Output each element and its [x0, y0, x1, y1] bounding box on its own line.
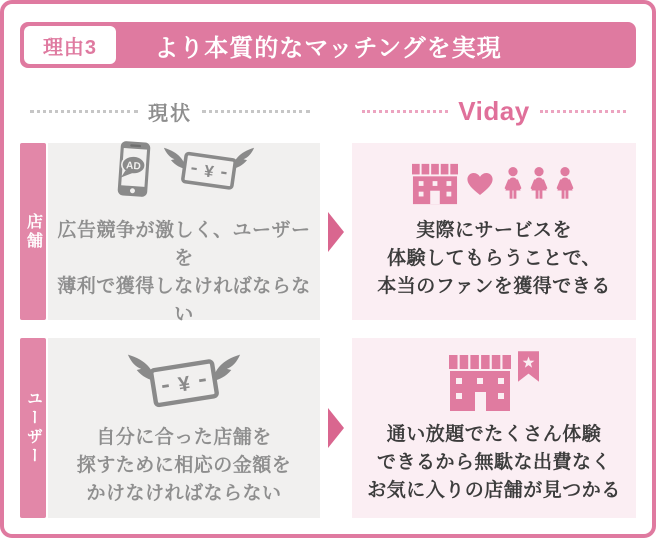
dotted-line: [30, 110, 138, 113]
svg-text:¥: ¥: [176, 372, 192, 397]
user-arrow-zone: [320, 338, 352, 518]
text-line: 自分に合った店舗を: [96, 427, 272, 448]
store-row: [20, 143, 636, 325]
text-line: お気に入りの店舗が見つかる: [367, 480, 621, 501]
user-current-box: [48, 338, 320, 518]
user-side-bar: [20, 338, 46, 518]
dotted-line: [202, 110, 310, 113]
store-side-bar: [20, 143, 46, 320]
svg-text:AD: AD: [125, 159, 142, 172]
store-current-text: [48, 217, 320, 329]
storefront-icon: [412, 163, 458, 205]
reason-badge-label: 理由3: [42, 36, 98, 59]
page-title: より本質的なマッチングを実現: [154, 34, 502, 62]
column-headers: [20, 96, 636, 126]
store-side-label: 店舗: [24, 212, 42, 251]
customers-icon: [502, 166, 576, 202]
text-line: 通い放題でたくさん体験: [386, 424, 602, 445]
current-column-label: 現状: [148, 102, 192, 125]
user-row: [20, 338, 636, 518]
current-column-header: [20, 97, 320, 126]
user-viday-icons: [449, 351, 539, 411]
svg-text:¥: ¥: [202, 160, 215, 182]
user-current-icons: [123, 348, 245, 414]
storefront-large-icon: [449, 355, 511, 411]
text-line: 実際にサービスを: [415, 219, 572, 241]
text-line: 薄利で獲得しなければならない: [57, 275, 311, 325]
bookmark-star-icon: [518, 351, 539, 382]
store-viday-text: [377, 217, 611, 301]
text-line: かけなければならない: [86, 483, 282, 504]
user-side-label: ユーザー: [24, 390, 42, 466]
store-viday-icons: [412, 163, 576, 205]
user-viday-box: [352, 338, 636, 518]
store-current-box: [48, 143, 320, 325]
winged-money-icon: [123, 348, 245, 414]
dotted-line: [540, 110, 626, 113]
store-current-icons: [113, 135, 255, 203]
store-arrow-zone: [320, 143, 352, 320]
text-line: 本当のファンを獲得できる: [377, 275, 611, 297]
dotted-line: [362, 110, 448, 113]
smartphone-ad-icon: [111, 133, 158, 204]
viday-column-header: [352, 96, 636, 127]
arrow-right-icon: [328, 212, 344, 252]
text-line: 体験してもらうことで、: [386, 247, 602, 269]
user-current-text: [77, 424, 292, 508]
text-line: 広告競争が激しく、ユーザーを: [57, 219, 311, 269]
text-line: 探すために相応の金額を: [76, 455, 292, 476]
user-viday-text: [367, 421, 621, 505]
text-line: できるから無駄な出費なく: [376, 452, 611, 473]
heart-icon: [467, 172, 493, 196]
viday-column-label: Viday: [458, 95, 530, 126]
winged-money-icon: [163, 142, 255, 196]
store-viday-box: [352, 143, 636, 320]
arrow-right-icon: [328, 408, 344, 448]
header-bar: [20, 22, 636, 68]
